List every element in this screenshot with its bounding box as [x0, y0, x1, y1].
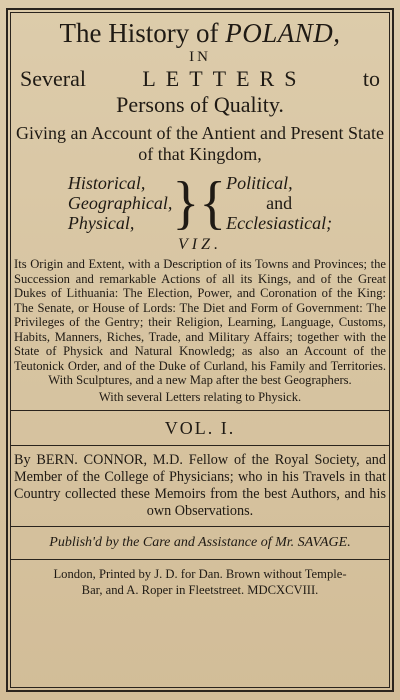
disciplines-left: [68, 173, 172, 233]
title-letters: LETTERS: [142, 66, 307, 91]
title-to: to: [362, 66, 380, 91]
title-several: Several: [20, 66, 86, 91]
title-prefix: The History of: [59, 18, 219, 48]
title-country: POLAND,: [225, 18, 341, 48]
discipline-historical: Historical,: [67, 173, 146, 193]
divider: [10, 559, 390, 560]
disciplines-block: [14, 170, 386, 236]
discipline-geographical: Geographical,: [67, 193, 173, 213]
imprint-line-1: London, Printed by J. D. for Dan. Brown without Temple-: [53, 567, 347, 581]
discipline-political: Political,: [226, 173, 293, 193]
subtitle: Giving an Account of the Antient and Present State of that Kingdom,: [16, 123, 384, 164]
publisher-note: Publish'd by the Care and Assistance of Mr. SAVAGE.: [49, 535, 351, 550]
viz-heading: VIZ.: [178, 236, 222, 253]
brace-icon: }{: [172, 170, 227, 236]
imprint-line-2: Bar, and A. Roper in Fleetstreet. MDCXCVIII.: [81, 583, 319, 597]
title-in: IN: [189, 49, 211, 65]
title-several-letters: [14, 66, 386, 92]
discipline-ecclesiastical: Ecclesiastical;: [226, 213, 333, 233]
letters-note: With several Letters relating to Physick.: [98, 389, 302, 404]
discipline-and: and: [266, 193, 293, 213]
volume-label: VOL. I.: [164, 418, 236, 438]
divider: [10, 526, 390, 527]
divider: [10, 445, 390, 446]
divider: [10, 410, 390, 411]
title-persons: Persons of Quality.: [116, 92, 284, 117]
imprint: [14, 566, 386, 598]
disciplines-right: [226, 173, 332, 233]
author-statement: By BERN. CONNOR, M.D. Fellow of the Royal Society, and Member of the College of Physicians; who in his Travels in that Country collected these Memoirs from the best Authors, and his own Observations.: [14, 452, 386, 519]
discipline-physical: Physical,: [67, 213, 135, 233]
main-title: [14, 18, 386, 48]
title-page-content: [14, 18, 386, 686]
description-text: Its Origin and Extent, with a Description of its Towns and Provinces; the Succession and remarkable Actions of all its Kings, and of the Great Dukes of Lithuania: The Election, Power, and Coronation of the King: The Senate, or House of Lords: The Diet and Form of Government: The Privileges of the Gentry; their Religion, Learning, Language, Customs, Habits, Manners, Riches, Trade, and Military Affairs; together with the State of Physick and Natural Knowledg; as also an Account of the Teutonick Order, and of the Duke of Curland, his Family and Territories. With Sculptures, and a new Map after the best Geographers.: [14, 257, 386, 387]
